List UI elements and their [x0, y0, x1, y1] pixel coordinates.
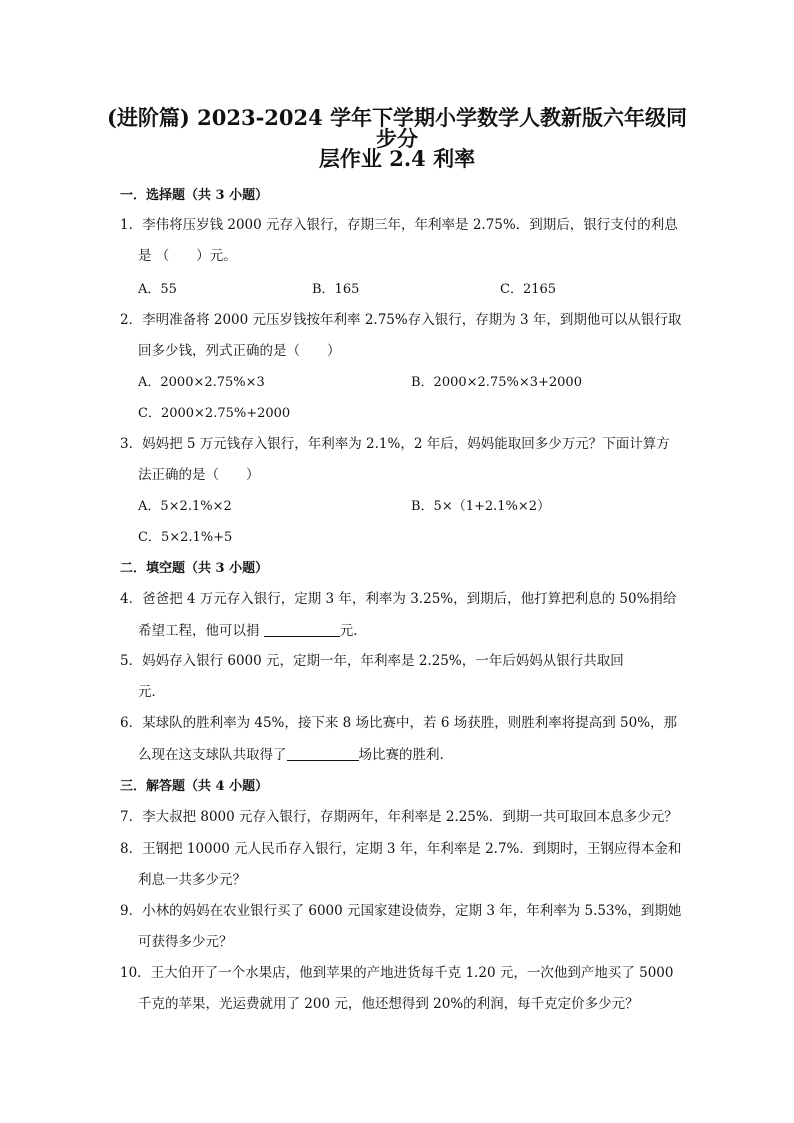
question-4-text-after-blank: 元．	[339, 623, 367, 639]
question-10-line-2: 千克的苹果，光运费就用了 200 元，他还想得到 20%的利润，每千克定价多少元？	[138, 996, 639, 1012]
question-2-option-a: A．2000×2.75%×3	[138, 375, 265, 390]
question-6-line-1: 6．某球队的胜利率为 45%，接下来 8 场比赛中，若 6 场获胜，则胜利率将提高到 50%，那	[120, 715, 678, 731]
question-3-option-c: C．5×2.1%+5	[138, 530, 233, 545]
question-4-text-before-blank: 希望工程，他可以捐	[138, 623, 264, 639]
section-heading-solve: 三．解答题（共 4 小题）	[120, 779, 269, 794]
question-2-option-c: C．2000×2.75%+2000	[138, 406, 291, 421]
question-2-line-2: 回多少钱，列式正确的是（ ）	[138, 343, 341, 359]
section-heading-fill-blank: 二．填空题（共 3 小题）	[120, 561, 269, 576]
question-1-line-1: 1．李伟将压岁钱 2000 元存入银行，存期三年，年利率是 2.75%．到期后，银行支付的利息	[120, 217, 678, 233]
question-8-line-1: 8．王钢把 10000 元人民币存入银行，定期 3 年，年利率是 2.7%．到期时，王钢应得本金和	[120, 841, 682, 857]
question-9-line-2: 可获得多少元？	[138, 934, 233, 950]
question-1-option-c: C．2165	[500, 282, 557, 297]
question-4-line-2	[138, 624, 367, 639]
question-3-option-a: A．5×2.1%×2	[138, 499, 232, 514]
section-heading-choice: 一．选择题（共 3 小题）	[120, 188, 269, 203]
question-6-text-before-blank: 么现在这支球队共取得了	[138, 747, 287, 763]
question-3-line-1: 3．妈妈把 5 万元钱存入银行，年利率为 2.1%，2 年后，妈妈能取回多少万元？下面计算方	[120, 436, 670, 452]
question-6-text-after-blank: 场比赛的胜利.	[358, 747, 444, 763]
question-1-option-b: B．165	[312, 282, 360, 297]
question-4-line-1: 4．爸爸把 4 万元存入银行，定期 3 年，利率为 3.25%，到期后，他打算把利息的 50%捐给	[120, 591, 677, 607]
question-10-line-1: 10．王大伯开了一个水果店，他到苹果的产地进货每千克 1.20 元，一次他到产地买了 5000	[120, 965, 674, 981]
question-4-answer-blank[interactable]	[264, 624, 340, 637]
page-title-line-2: 层作业 2.4 利率	[318, 146, 476, 171]
question-6-answer-blank[interactable]	[287, 748, 359, 761]
question-5-line-1: 5．妈妈存入银行 6000 元，定期一年，年利率是 2.25%，一年后妈妈从银行共取回	[120, 653, 624, 669]
question-3-line-2: 法正确的是（ ）	[138, 467, 260, 483]
question-1-line-2: 是 （ ）元。	[138, 248, 237, 264]
question-3-option-b: B．5×（1+2.1%×2）	[411, 499, 551, 514]
question-1-option-a: A．55	[138, 282, 177, 297]
question-5-line-2: 元．	[138, 684, 165, 700]
page-title-line-1: (进阶篇) 2023-2024 学年下学期小学数学人教新版六年级同步分	[106, 105, 688, 151]
question-2-option-b: B．2000×2.75%×3+2000	[411, 375, 582, 390]
question-9-line-1: 9．小林的妈妈在农业银行买了 6000 元国家建设债券，定期 3 年，年利率为 5.53%，到期她	[120, 903, 682, 919]
question-8-line-2: 利息一共多少元？	[138, 872, 246, 888]
question-2-line-1: 2．李明准备将 2000 元压岁钱按年利率 2.75%存入银行，存期为 3 年，到期他可以从银行取	[120, 312, 682, 328]
question-6-line-2	[138, 748, 444, 763]
question-7-line-1: 7．李大叔把 8000 元存入银行，存期两年，年利率是 2.25%．到期一共可取回本息多少元？	[120, 809, 678, 825]
